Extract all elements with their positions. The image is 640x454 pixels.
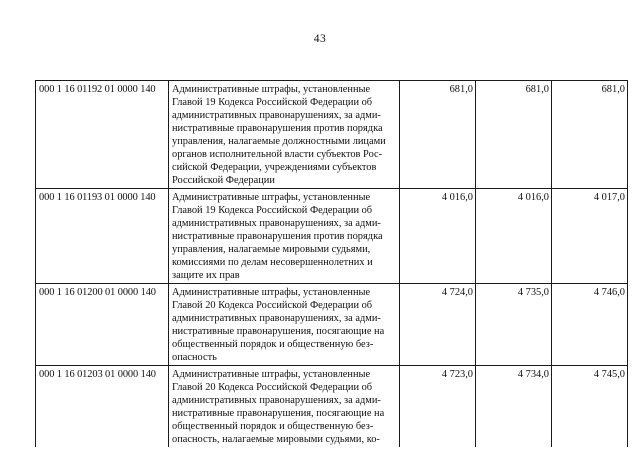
budget-code-cell: 000 1 16 01192 01 0000 140 [36, 81, 169, 189]
description-line: нистративные правонарушения против порядка [172, 123, 383, 134]
amount-cell-year-3: 4 017,0 [552, 189, 628, 284]
table-row [36, 284, 628, 366]
table-row [36, 366, 628, 448]
table-row [36, 189, 628, 284]
description-line: нистративные правонарушения против порядка [172, 231, 383, 242]
budget-code-cell: 000 1 16 01203 01 0000 140 [36, 366, 169, 448]
budget-code-cell: 000 1 16 01200 01 0000 140 [36, 284, 169, 366]
description-line: Главой 19 Кодекса Российской Федерации об [172, 97, 373, 108]
description-line: Главой 20 Кодекса Российской Федерации об [172, 300, 373, 311]
description-line: управления, налагаемые мировыми судьями, [172, 244, 371, 255]
amount-cell-year-1: 4 723,0 [400, 366, 476, 448]
description-line: Административные штрафы, установленные [172, 192, 371, 203]
description-line: сийской Федерации, учреждениями субъектов [172, 162, 377, 173]
amount-cell-year-3: 4 746,0 [552, 284, 628, 366]
description-line: административных правонарушениях, за адми- [172, 110, 381, 121]
description-line: административных правонарушениях, за адми- [172, 313, 381, 324]
description-cell [169, 366, 400, 448]
description-line: управления, налагаемые должностными лицами [172, 136, 386, 147]
description-line: Административные штрафы, установленные [172, 84, 371, 95]
table-row [36, 81, 628, 189]
description-line: общественный порядок и общественную без- [172, 339, 374, 350]
description-line: административных правонарушениях, за адми- [172, 218, 381, 229]
amount-cell-year-2: 4 735,0 [476, 284, 552, 366]
description-line: Российской Федерации [172, 175, 275, 186]
amount-cell-year-2: 4 016,0 [476, 189, 552, 284]
description-line: опасность, налагаемые мировыми судьями, ко- [172, 434, 380, 445]
description-line: комиссиями по делам несовершеннолетних и [172, 257, 373, 268]
amount-cell-year-3: 681,0 [552, 81, 628, 189]
description-line: общественный порядок и общественную без- [172, 421, 374, 432]
amount-cell-year-2: 681,0 [476, 81, 552, 189]
description-line: нистративные правонарушения, посягающие на [172, 326, 385, 337]
description-line: нистративные правонарушения, посягающие на [172, 408, 385, 419]
amount-cell-year-1: 4 724,0 [400, 284, 476, 366]
amount-cell-year-1: 681,0 [400, 81, 476, 189]
description-line: защите их прав [172, 270, 240, 281]
description-line: Административные штрафы, установленные [172, 287, 371, 298]
budget-code-cell: 000 1 16 01193 01 0000 140 [36, 189, 169, 284]
description-line: Главой 19 Кодекса Российской Федерации об [172, 205, 373, 216]
page-number: 43 [313, 33, 327, 45]
amount-cell-year-1: 4 016,0 [400, 189, 476, 284]
amount-cell-year-3: 4 745,0 [552, 366, 628, 448]
description-line: административных правонарушениях, за адми- [172, 395, 381, 406]
description-cell [169, 81, 400, 189]
description-cell [169, 189, 400, 284]
revenue-table [35, 80, 628, 447]
description-cell [169, 284, 400, 366]
description-line: органов исполнительной власти субъектов Рос- [172, 149, 383, 160]
description-line: опасность [172, 352, 217, 363]
amount-cell-year-2: 4 734,0 [476, 366, 552, 448]
description-line: Административные штрафы, установленные [172, 369, 371, 380]
description-line: Главой 20 Кодекса Российской Федерации об [172, 382, 373, 393]
